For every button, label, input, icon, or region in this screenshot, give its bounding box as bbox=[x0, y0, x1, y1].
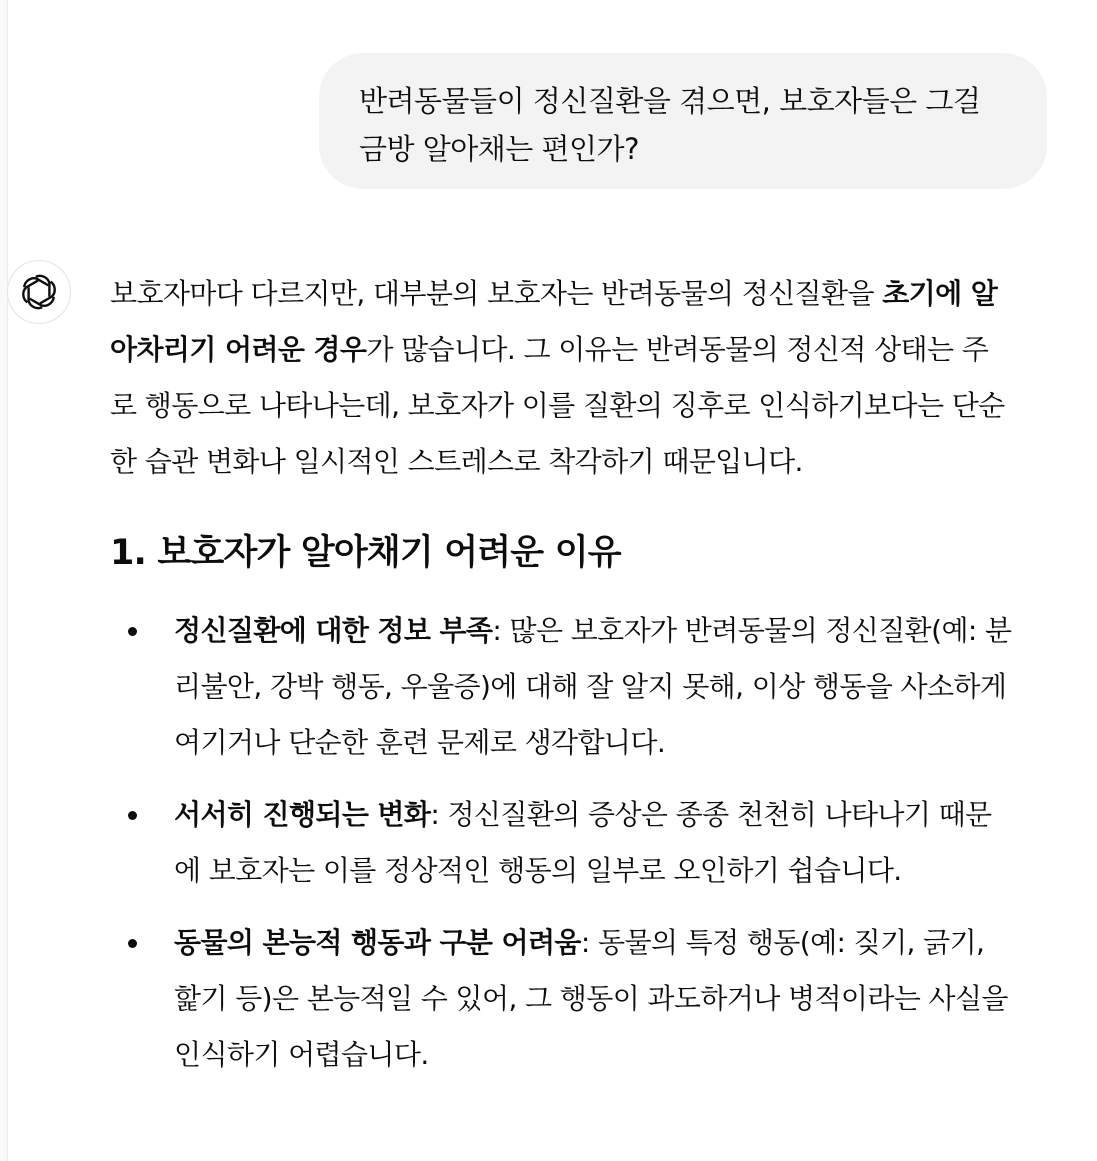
list-item-line: 리불안, 강박 행동, 우울증)에 대해 잘 알지 못해, 이상 행동을 사소하게 bbox=[174, 670, 1007, 703]
intro-text: 보호자마다 다르지만, 대부분의 보호자는 반려동물의 정신질환을 bbox=[110, 277, 883, 310]
list-item-text: : 동물의 특정 행동(예: 짖기, 긁기, bbox=[580, 926, 985, 959]
intro-bold-text: 아차리기 어려운 경우 bbox=[110, 333, 367, 366]
intro-line: 로 행동으로 나타나는데, 보호자가 이를 질환의 징후로 인식하기보다는 단순 bbox=[110, 389, 1005, 422]
list-item-line bbox=[174, 787, 1060, 843]
list-item-title: 정신질환에 대한 정보 부족 bbox=[174, 614, 493, 647]
intro-line bbox=[110, 322, 1060, 378]
assistant-avatar bbox=[7, 260, 71, 324]
section-heading: 1. 보호자가 알아채기 어려운 이유 bbox=[110, 533, 621, 573]
list-item bbox=[110, 603, 1060, 771]
intro-bold-text: 초기에 알 bbox=[882, 277, 998, 310]
bullet-icon bbox=[128, 627, 137, 636]
intro-line: 한 습관 변화나 일시적인 스트레스로 착각하기 때문입니다. bbox=[110, 445, 803, 478]
sidebar-edge bbox=[0, 0, 8, 1161]
bullet-icon bbox=[128, 811, 137, 820]
list-item bbox=[110, 787, 1060, 899]
list-item-line bbox=[174, 915, 1060, 971]
list-item-text: : 정신질환의 증상은 종종 천천히 나타나기 때문 bbox=[430, 798, 992, 831]
list-item bbox=[110, 915, 1060, 1083]
assistant-message bbox=[110, 266, 1060, 490]
user-message-bubble bbox=[319, 53, 1047, 189]
list-item-line: 핥기 등)은 본능적일 수 있어, 그 행동이 과도하거나 병적이라는 사실을 bbox=[174, 982, 1008, 1015]
reason-list bbox=[110, 603, 1060, 1083]
list-item-line: 에 보호자는 이를 정상적인 행동의 일부로 오인하기 쉽습니다. bbox=[174, 854, 902, 887]
intro-line bbox=[110, 266, 1060, 322]
list-item-text: : 많은 보호자가 반려동물의 정신질환(예: 분 bbox=[492, 614, 1012, 647]
user-message-line: 금방 알아채는 편인가? bbox=[359, 132, 639, 166]
bullet-icon bbox=[128, 939, 137, 948]
intro-text: 가 많습니다. 그 이유는 반려동물의 정신적 상태는 주 bbox=[366, 333, 989, 366]
list-item-line bbox=[174, 603, 1060, 659]
intro-paragraph bbox=[110, 266, 1060, 490]
list-item-line: 인식하기 어렵습니다. bbox=[174, 1038, 429, 1071]
list-item-title: 서서히 진행되는 변화 bbox=[174, 798, 431, 831]
user-message-line: 반려동물들이 정신질환을 겪으면, 보호자들은 그걸 bbox=[359, 84, 981, 118]
list-item-title: 동물의 본능적 행동과 구분 어려움 bbox=[174, 926, 581, 959]
list-item-line: 여기거나 단순한 훈련 문제로 생각합니다. bbox=[174, 726, 666, 759]
openai-logo-icon bbox=[19, 272, 59, 312]
